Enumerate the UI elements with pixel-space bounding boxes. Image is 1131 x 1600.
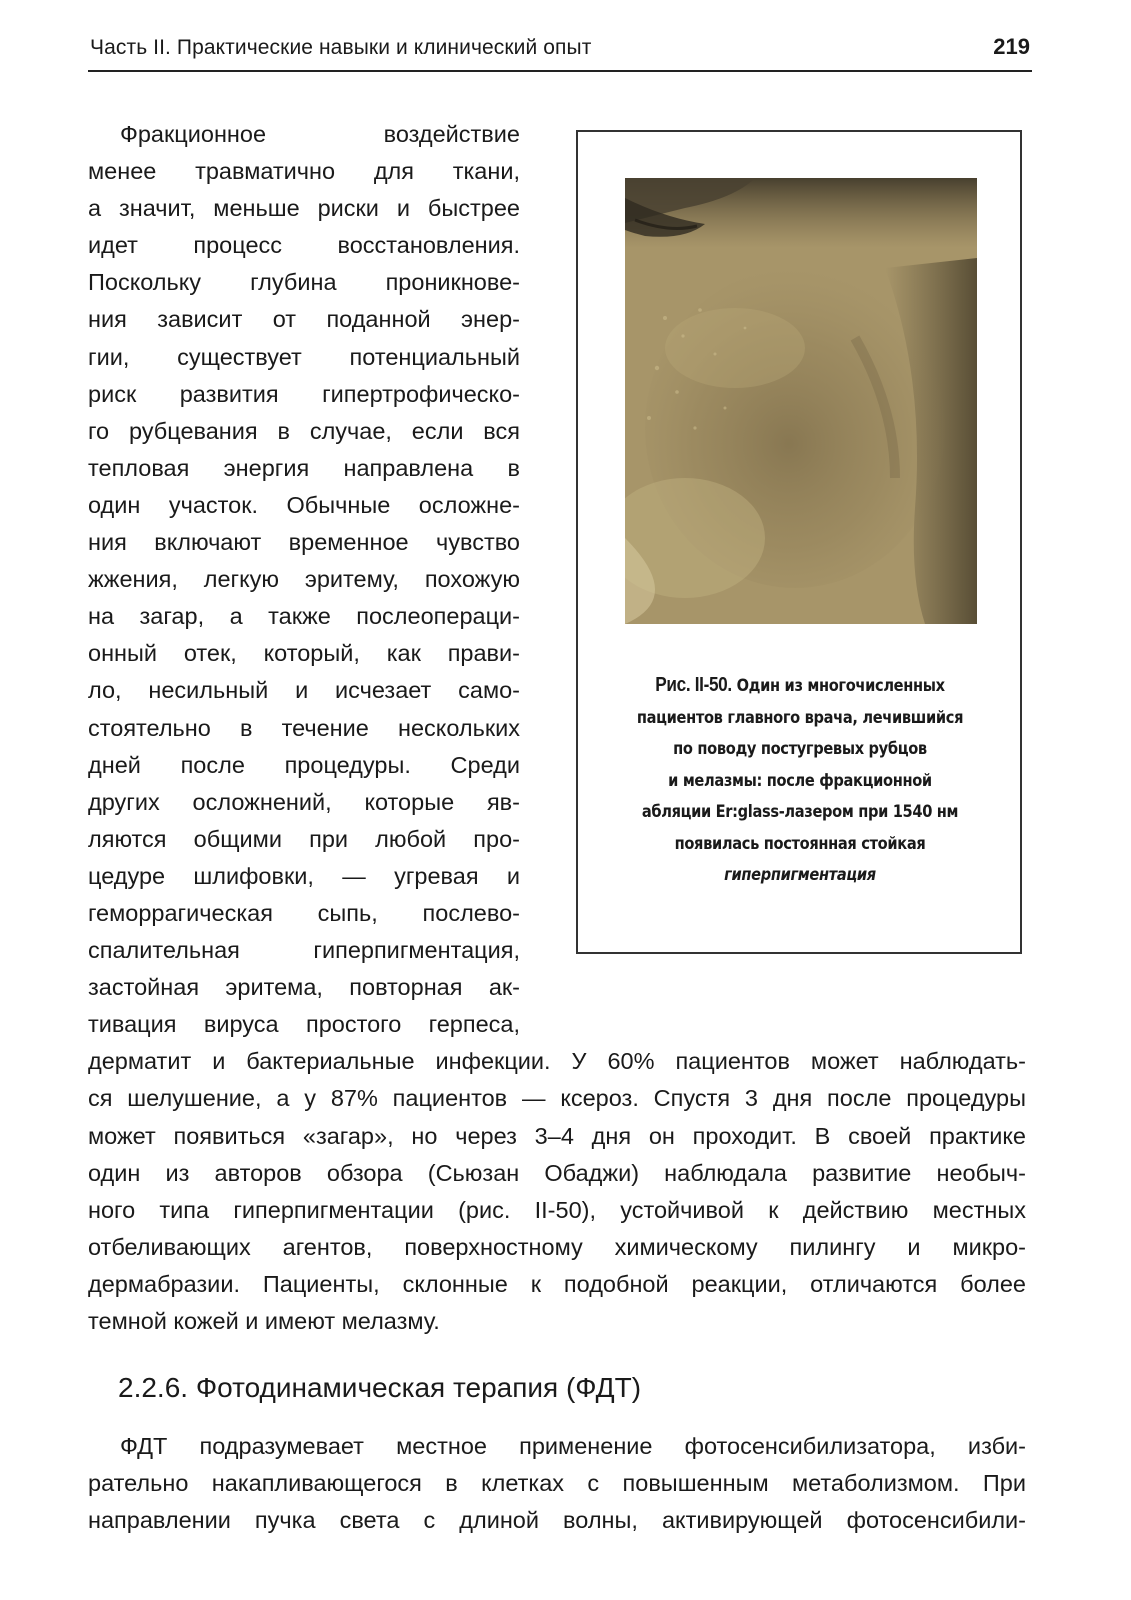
text-line: ся шелушение, а у 87% пациентов — ксероз. Спустя 3 дня после процедуры <box>88 1085 1026 1112</box>
text-line: ло, несильный и исчезает само- <box>88 677 520 704</box>
text-line: цедуре шлифовки, — угревая и <box>88 862 520 889</box>
subsection-heading: 2.2.6. Фотодинамическая терапия (ФДТ) <box>118 1372 642 1403</box>
section-title: Часть II. Практические навыки и клинический опыт <box>90 36 592 59</box>
text-line: геморрагическая сыпь, послево- <box>88 899 520 926</box>
text-line: один участок. Обычные осложне- <box>88 491 520 518</box>
text-line: дерматит и бактериальные инфекции. У 60% пациентов может наблюдать- <box>88 1048 1026 1075</box>
text-line: ного типа гиперпигментации (рис. II-50), устойчивой к действию местных <box>88 1196 1026 1223</box>
text-line: ния зависит от поданной энер- <box>88 306 520 333</box>
text-line: тивация вируса простого герпеса, <box>88 1011 520 1038</box>
text-line: онный отек, который, как прави- <box>88 640 520 667</box>
caption-line <box>626 670 973 703</box>
text-line: Фракционное воздействие <box>120 121 520 147</box>
text-line: ФДТ подразумевает местное применение фотосенсибилизатора, изби- <box>120 1433 1026 1459</box>
text-line: один из авторов обзора (Сьюзан Обаджи) наблюдала развитие необыч- <box>88 1159 1026 1186</box>
text-line: тепловая энергия направлена в <box>88 454 520 481</box>
figure-label: Рис. II-50. <box>655 674 732 696</box>
text-line: дермабразии. Пациенты, склонные к подобной реакции, отличаются более <box>88 1270 1026 1297</box>
text-line: отбеливающих агентов, поверхностному химическому пилингу и микро- <box>88 1233 1026 1260</box>
text-line: стоятельно в течение нескольких <box>88 714 520 741</box>
figure-caption <box>626 670 973 892</box>
text-line: на загар, а также послеопераци- <box>88 603 520 630</box>
caption-line: по поводу постугревых рубцов <box>673 739 927 759</box>
subsection-paragraph <box>88 1428 1030 1539</box>
text-line: может появиться «загар», но через 3–4 дня он проходит. В своей практике <box>88 1122 1026 1149</box>
text-line: идет процесс восстановления. <box>88 232 520 259</box>
text-line: менее травматично для ткани, <box>88 158 520 185</box>
text-line: жжения, легкую эритему, похожую <box>88 566 520 593</box>
text-line: го рубцевания в случае, если вся <box>88 417 520 444</box>
caption-line: и мелазмы: после фракционной <box>668 770 932 791</box>
caption-text: Один из многочисленных <box>736 676 945 696</box>
text-line: спалительная гиперпигментация, <box>88 937 520 964</box>
text-line: застойная эритема, повторная ак- <box>88 974 520 1001</box>
caption-line: пациентов главного врача, лечившийся <box>636 707 964 728</box>
running-header <box>88 30 1032 72</box>
page-number: 219 <box>993 34 1030 59</box>
figure-photo-face <box>625 178 977 624</box>
text-line: дней после процедуры. Среди <box>88 751 520 778</box>
caption-line: абляции Er:glass-лазером при 1540 нм <box>641 802 959 822</box>
caption-line: появилась постоянная стойкая <box>674 833 926 854</box>
text-line: риск развития гипертрофическо- <box>88 380 520 407</box>
text-line: ния включают временное чувство <box>88 529 520 556</box>
text-line: ляются общими при любой про- <box>88 825 520 852</box>
text-line: гии, существует потенциальный <box>88 343 520 370</box>
text-line: направлении пучка света с длиной волны, активирующей фотосенсибили- <box>88 1507 1026 1534</box>
text-line: а значит, меньше риски и быстрее <box>88 195 520 222</box>
caption-line: гиперпигментация <box>724 865 876 885</box>
figure-frame <box>576 130 1022 954</box>
text-line: Поскольку глубина проникнове- <box>88 269 520 296</box>
text-line: рательно накапливающегося в клетках с повышенным метаболизмом. При <box>88 1470 1026 1497</box>
text-line: других осложнений, которые яв- <box>88 788 520 815</box>
text-line: темной кожей и имеют мелазму. <box>88 1308 440 1334</box>
